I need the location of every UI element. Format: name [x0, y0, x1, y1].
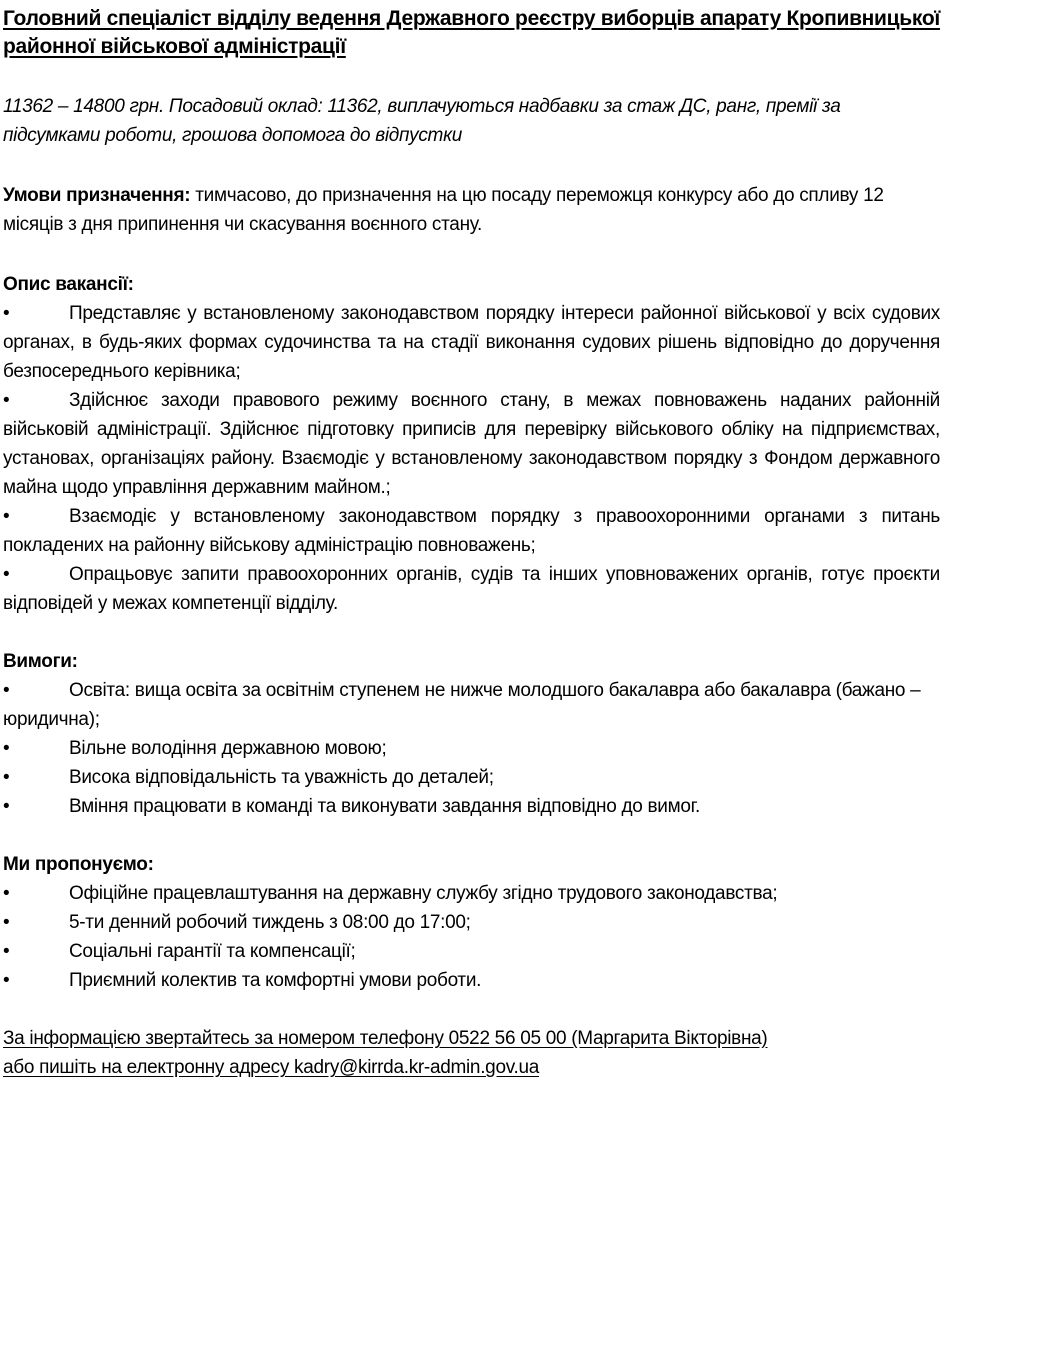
bullet-icon: • — [3, 796, 10, 817]
bullet-item — [3, 937, 940, 966]
bullet-icon: • — [3, 738, 10, 759]
bullet-text: Приємний колектив та комфортні умови роботи. — [69, 970, 482, 991]
bullet-icon: • — [3, 767, 10, 788]
bullet-icon: • — [3, 883, 10, 904]
bullet-item — [3, 734, 940, 763]
bullet-item — [3, 763, 940, 792]
section-vacancy-description — [3, 270, 940, 618]
contact-line-email: або пишіть на електронну адресу kadry@kirrda.kr-admin.gov.ua — [3, 1057, 540, 1078]
section-heading-we-offer: Ми пропонуємо: — [3, 854, 154, 875]
bullet-icon: • — [3, 303, 10, 324]
bullet-item — [3, 966, 940, 995]
bullet-text: Опрацьовує запити правоохоронних органів, судів та інших уповноважених органів, готує проєкти відповідей у межах компетенції відділу. — [3, 564, 940, 614]
appointment-text: тимчасово, до призначення на цю посаду переможця конкурсу або до спливу 12 місяців з дня припинення чи скасування воєнного стану. — [3, 185, 884, 235]
appointment-label: Умови призначення: — [3, 185, 191, 206]
bullet-text: Представляє у встановленому законодавством порядку інтереси районної військової у всіх судових органах, в будь-яких формах судочинства та на стадії виконання судових рішень відповідно до доручення безпосереднього керівника; — [3, 303, 940, 382]
bullet-icon: • — [3, 912, 10, 933]
bullet-item — [3, 299, 940, 386]
bullet-text: Вільне володіння державною мовою; — [69, 738, 387, 759]
bullet-item — [3, 879, 940, 908]
appointment-paragraph — [3, 181, 940, 239]
section-heading-vacancy-description: Опис вакансії: — [3, 274, 134, 295]
bullet-text: Соціальні гарантії та компенсації; — [69, 941, 356, 962]
bullet-icon: • — [3, 564, 10, 585]
bullet-icon: • — [3, 970, 10, 991]
bullet-icon: • — [3, 941, 10, 962]
bullet-item — [3, 676, 940, 734]
job-title: Головний спеціаліст відділу ведення Державного реєстру виборців апарату Кропивницької районної військової адміністрації — [3, 7, 940, 58]
bullet-item — [3, 502, 940, 560]
contact-info — [3, 1024, 940, 1082]
contact-line-phone: За інформацією звертайтесь за номером телефону 0522 56 05 00 (Маргарита Вікторівна) — [3, 1028, 768, 1049]
bullet-text: Вміння працювати в команді та виконувати завдання відповідно до вимог. — [69, 796, 700, 817]
section-heading-requirements: Вимоги: — [3, 651, 78, 672]
salary-line: 11362 – 14800 грн. Посадовий оклад: 11362, виплачуються надбавки за стаж ДС, ранг, премії за підсумками роботи, грошова допомога до відпустки — [3, 96, 841, 146]
bullet-text: Здійснює заходи правового режиму воєнного стану, в межах повноважень наданих районній військовій адміністрації. Здійснює підготовку приписів для перевірку військового обліку на підприємствах, установах, організаціях району. Взаємодіє у встановленому законодавством порядку з Фондом державного майна щодо управління державним майном.; — [3, 390, 940, 498]
section-we-offer — [3, 850, 940, 995]
bullet-item — [3, 792, 940, 821]
bullet-item — [3, 386, 940, 502]
bullet-text: Офіційне працевлаштування на державну службу згідно трудового законодавства; — [69, 883, 778, 904]
bullet-icon: • — [3, 390, 10, 411]
bullet-item — [3, 908, 940, 937]
bullet-text: Освіта: вища освіта за освітнім ступенем не нижче молодшого бакалавра або бакалавра (бажано – юридична); — [3, 680, 921, 730]
section-requirements — [3, 647, 940, 821]
bullet-text: Висока відповідальність та уважність до деталей; — [69, 767, 494, 788]
bullet-text: Взаємодіє у встановленому законодавством порядку з правоохоронними органами з питань покладених на районну військову адміністрацію повноважень; — [3, 506, 940, 556]
bullet-icon: • — [3, 680, 10, 701]
bullet-item — [3, 560, 940, 618]
bullet-icon: • — [3, 506, 10, 527]
bullet-text: 5-ти денний робочий тиждень з 08:00 до 17:00; — [69, 912, 471, 933]
